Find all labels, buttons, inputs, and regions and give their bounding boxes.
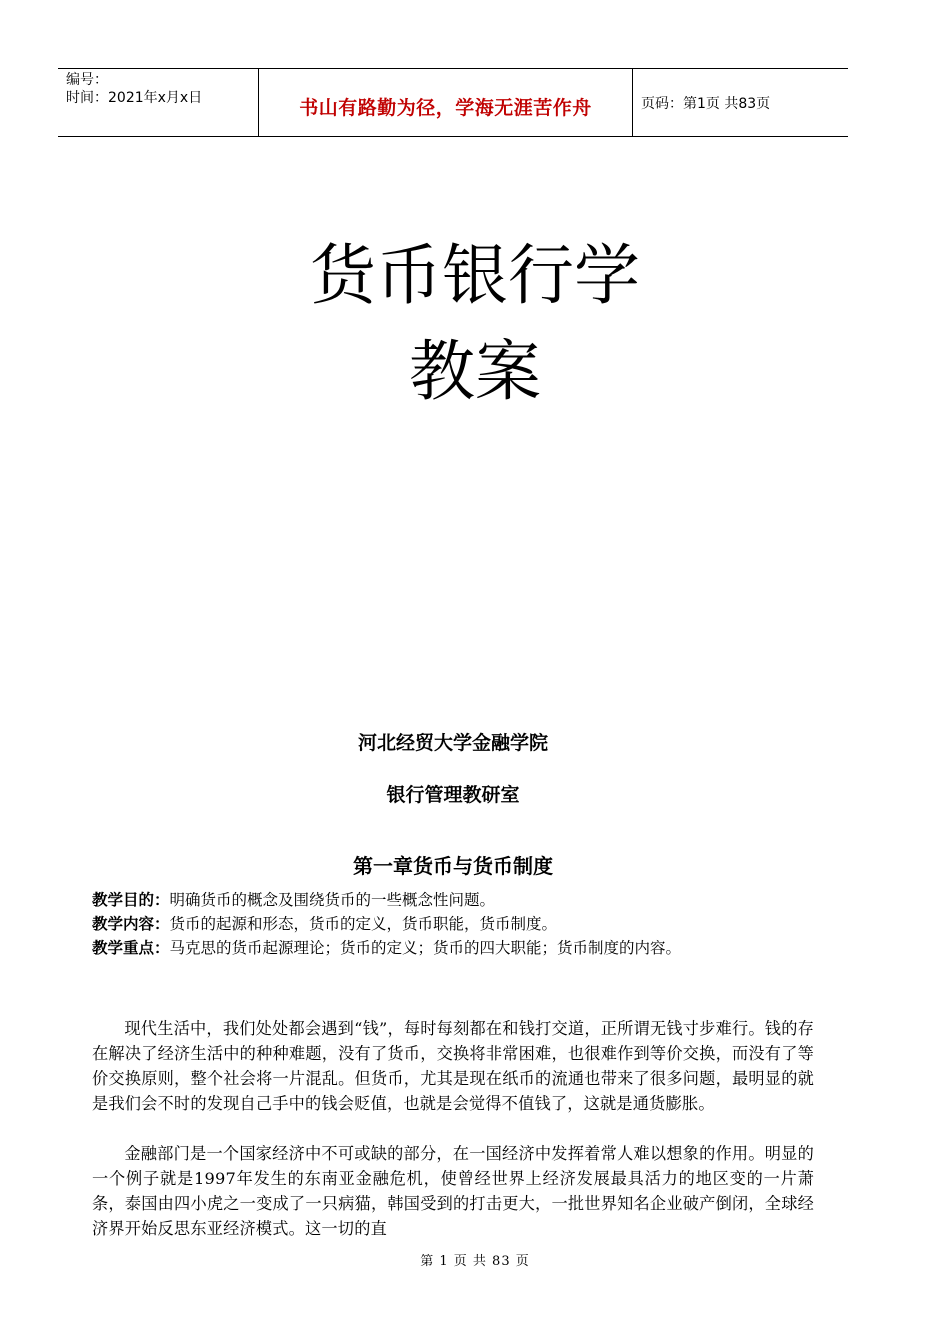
chapter-heading: 第一章货币与货币制度: [353, 854, 553, 878]
time-label: 时间：2021年x月x日: [66, 90, 203, 106]
number-label: 编号：: [66, 72, 108, 88]
body-paragraph: 现代生活中，我们处处都会遇到“钱”，每时每刻都在和钱打交道，正所谓无钱寸步难行。钱的存在解决了经济生活中的种种难题，没有了货币，交换将非常困难，也很难作到等价交换，而没有了等价交换原则，整个社会将一片混乱。但货币，尤其是现在纸币的流通也带来了很多问题，最明显的就是我们会不时的发现自己手中的钱会贬值，也就是会觉得不值钱了，这就是通货膨胀。: [92, 1019, 814, 1113]
objective-label: 教学目的：: [92, 891, 170, 909]
header-left-cell: [58, 69, 258, 136]
document-subtitle: 教案: [409, 333, 541, 410]
content-text: 货币的起源和形态，货币的定义，货币职能，货币制度。: [169, 915, 558, 933]
header-page-info: 页码：第1页 共83页: [641, 96, 771, 112]
header-motto-cell: [258, 69, 633, 136]
page-footer: 第 1 页 共 83 页: [420, 1254, 530, 1269]
teaching-objective: [92, 889, 832, 911]
content-label: 教学内容：: [92, 915, 170, 933]
teaching-focus: [92, 937, 832, 959]
teaching-content: [92, 913, 832, 935]
focus-text: 马克思的货币起源理论；货币的定义；货币的四大职能；货币制度的内容。: [169, 939, 682, 957]
body-paragraph: 金融部门是一个国家经济中不可或缺的部分，在一国经济中发挥着常人难以想象的作用。明显的一个例子就是1997年发生的东南亚金融危机，使曾经世界上经济发展最具活力的地区变的一片萧条，泰国由四小虎之一变成了一只病猫，韩国受到的打击更大，一批世界知名企业破产倒闭，全球经济界开始反思东亚经济模式。这一切的直: [92, 1144, 814, 1238]
motto: 书山有路勤为径，学海无涯苦作舟: [299, 97, 592, 119]
institution-name: 河北经贸大学金融学院: [357, 732, 548, 754]
document-header: [58, 68, 848, 137]
focus-label: 教学重点：: [92, 939, 170, 957]
objective-text: 明确货币的概念及围绕货币的一些概念性问题。: [169, 891, 496, 909]
department-name: 银行管理教研室: [386, 784, 520, 806]
header-right-cell: [632, 69, 848, 136]
document-title: 货币银行学: [310, 237, 640, 314]
